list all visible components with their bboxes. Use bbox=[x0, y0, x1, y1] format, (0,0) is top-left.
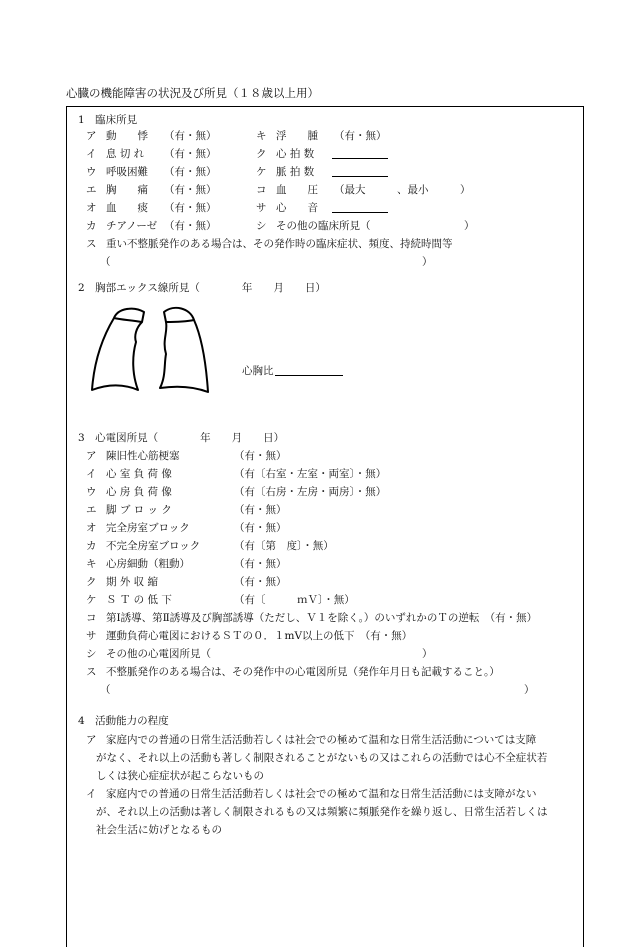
ecg-item-label: 期 外 収 縮 bbox=[106, 576, 159, 588]
close-paren: ） bbox=[422, 648, 433, 660]
ecg-item-key: ア bbox=[86, 450, 97, 462]
clinical-item-key: ケ bbox=[256, 166, 267, 178]
clinical-item-options: （有・無） bbox=[164, 202, 217, 214]
clinical-item-options: （有・無） bbox=[164, 130, 217, 142]
clinical-item-key: イ bbox=[86, 148, 97, 160]
clinical-item-label: 胸 痛 bbox=[106, 184, 148, 196]
clinical-item-label: その他の臨床所見（ bbox=[276, 220, 371, 232]
clinical-item-key: エ bbox=[86, 184, 97, 196]
ecg-item-label: 陳旧性心筋梗塞 bbox=[106, 450, 180, 462]
exercise-ecg-text: 運動負荷心電図におけるＳＴの０．１mV以上の低下 （有・無） bbox=[106, 630, 413, 642]
activity-a-line: しくは狭心症症状が起こらないもの bbox=[96, 770, 264, 782]
clinical-item-options: （有・無） bbox=[164, 148, 217, 160]
clinical-item-key: コ bbox=[256, 184, 267, 196]
ecg-item-options: （有・無） bbox=[234, 522, 287, 534]
ecg-item-options: （有〔第 度〕・無） bbox=[234, 540, 334, 552]
close-paren: ） bbox=[524, 684, 535, 696]
clinical-item-key: カ bbox=[86, 220, 97, 232]
arrhythmia-ecg-text: 不整脈発作のある場合は、その発作中の心電図所見（発作年月日も記載すること。） bbox=[106, 666, 500, 678]
activity-a-line: 家庭内での普通の日常生活活動若しくは社会での極めて温和な日常生活活動については支障 bbox=[106, 734, 537, 746]
clinical-item-key: ク bbox=[256, 148, 267, 160]
clinical-item-key: ウ bbox=[86, 166, 97, 178]
clinical-item-label: 血 圧 bbox=[276, 184, 318, 196]
ecg-item-key: ケ bbox=[86, 594, 97, 606]
close-paren: ） bbox=[422, 256, 433, 268]
clinical-item-label: 息 切 れ bbox=[106, 148, 145, 160]
document-title: 心臓の機能障害の状況及び所見（１８歳以上用） bbox=[66, 86, 319, 100]
close-paren: ） bbox=[464, 220, 475, 232]
t-inversion-key: コ bbox=[86, 612, 97, 624]
pulse-rate-blank[interactable] bbox=[332, 165, 388, 177]
clinical-item-options: （有・無） bbox=[164, 220, 217, 232]
clinical-item-key: ア bbox=[86, 130, 97, 142]
clinical-item-key: キ bbox=[256, 130, 267, 142]
open-paren: （ bbox=[100, 684, 111, 696]
arrhythmia-key: ス bbox=[86, 238, 97, 250]
ecg-item-label: 心 房 負 荷 像 bbox=[106, 486, 172, 498]
ecg-item-label: 心房細動（粗動） bbox=[106, 558, 190, 570]
arrhythmia-instruction: 重い不整脈発作のある場合は、その発作時の臨床症状、頻度、持続時間等 bbox=[106, 238, 453, 250]
blood-pressure-options: （最大 、最小 ） bbox=[334, 184, 471, 196]
clinical-item-label: チアノーゼ bbox=[106, 220, 158, 232]
t-inversion-text: 第Ⅰ誘導、第Ⅱ誘導及び胸部誘導（ただし、Ｖ１を除く。）のいずれかのＴの逆転 （有・無） bbox=[106, 612, 538, 624]
clinical-item-label: 脈 拍 数 bbox=[276, 166, 315, 178]
ecg-item-options: （有・無） bbox=[234, 576, 287, 588]
heart-rate-blank[interactable] bbox=[332, 147, 388, 159]
activity-a-key: ア bbox=[86, 734, 97, 746]
clinical-item-options: （有・無） bbox=[164, 166, 217, 178]
activity-i-key: イ bbox=[86, 788, 97, 800]
section2-heading: 2 胸部エックス線所見（ 年 月 日） bbox=[78, 282, 326, 294]
other-ecg-text: その他の心電図所見（ bbox=[106, 648, 211, 660]
ecg-item-key: キ bbox=[86, 558, 97, 570]
clinical-item-key: オ bbox=[86, 202, 97, 214]
activity-i-line: 社会生活に妨げとなるもの bbox=[96, 824, 222, 836]
clinical-item-label: 心 音 bbox=[276, 202, 318, 214]
ecg-item-options: （有〔 ｍＶ〕・無） bbox=[234, 594, 355, 606]
ecg-item-options: （有〔右室・左室・両室〕・無） bbox=[234, 468, 387, 480]
clinical-item-options: （有・無） bbox=[334, 130, 387, 142]
ecg-item-key: ウ bbox=[86, 486, 97, 498]
ecg-item-key: カ bbox=[86, 540, 97, 552]
cardiothoracic-ratio-label: 心胸比 bbox=[242, 365, 274, 377]
heart-sound-blank[interactable] bbox=[332, 201, 388, 213]
ecg-item-label: 心 室 負 荷 像 bbox=[106, 468, 172, 480]
clinical-item-label: 浮 腫 bbox=[276, 130, 318, 142]
ecg-item-label: 完全房室ブロック bbox=[106, 522, 190, 534]
section3-heading: 3 心電図所見（ 年 月 日） bbox=[78, 432, 285, 444]
activity-i-line: 家庭内での普通の日常生活活動若しくは社会での極めて温和な日常生活活動には支障がない bbox=[106, 788, 537, 800]
clinical-item-key: サ bbox=[256, 202, 267, 214]
ecg-item-key: イ bbox=[86, 468, 97, 480]
ecg-item-key: ク bbox=[86, 576, 97, 588]
clinical-item-label: 心 拍 数 bbox=[276, 148, 315, 160]
clinical-item-label: 呼吸困難 bbox=[106, 166, 148, 178]
cardiothoracic-ratio-blank[interactable] bbox=[275, 364, 343, 376]
ecg-item-options: （有・無） bbox=[234, 450, 287, 462]
clinical-item-key: シ bbox=[256, 220, 267, 232]
activity-a-line: がなく、それ以上の活動も著しく制限されることがないもの又はこれらの活動では心不全症状若 bbox=[96, 752, 548, 764]
ecg-item-options: （有〔右房・左房・両房〕・無） bbox=[234, 486, 387, 498]
ecg-item-options: （有・無） bbox=[234, 504, 287, 516]
ecg-item-options: （有・無） bbox=[234, 558, 287, 570]
section4-heading: 4 活動能力の程度 bbox=[78, 715, 169, 727]
ecg-item-label: Ｓ Ｔ の 低 下 bbox=[106, 594, 172, 606]
arrhythmia-ecg-key: ス bbox=[86, 666, 97, 678]
ecg-item-key: オ bbox=[86, 522, 97, 534]
open-paren: （ bbox=[100, 256, 111, 268]
other-ecg-key: シ bbox=[86, 648, 97, 660]
clinical-item-options: （有・無） bbox=[164, 184, 217, 196]
ecg-item-key: エ bbox=[86, 504, 97, 516]
ecg-item-label: 脚 ブ ロ ッ ク bbox=[106, 504, 172, 516]
section1-heading: 1 臨床所見 bbox=[78, 114, 138, 126]
exercise-ecg-key: サ bbox=[86, 630, 97, 642]
clinical-item-label: 血 痰 bbox=[106, 202, 148, 214]
ecg-item-label: 不完全房室ブロック bbox=[106, 540, 201, 552]
activity-i-line: が、それ以上の活動は著しく制限されるもの又は頻繁に頻脈発作を繰り返し、日常生活若しくは bbox=[96, 806, 548, 818]
clinical-item-label: 動 悸 bbox=[106, 130, 148, 142]
chest-xray-outline bbox=[88, 300, 213, 398]
